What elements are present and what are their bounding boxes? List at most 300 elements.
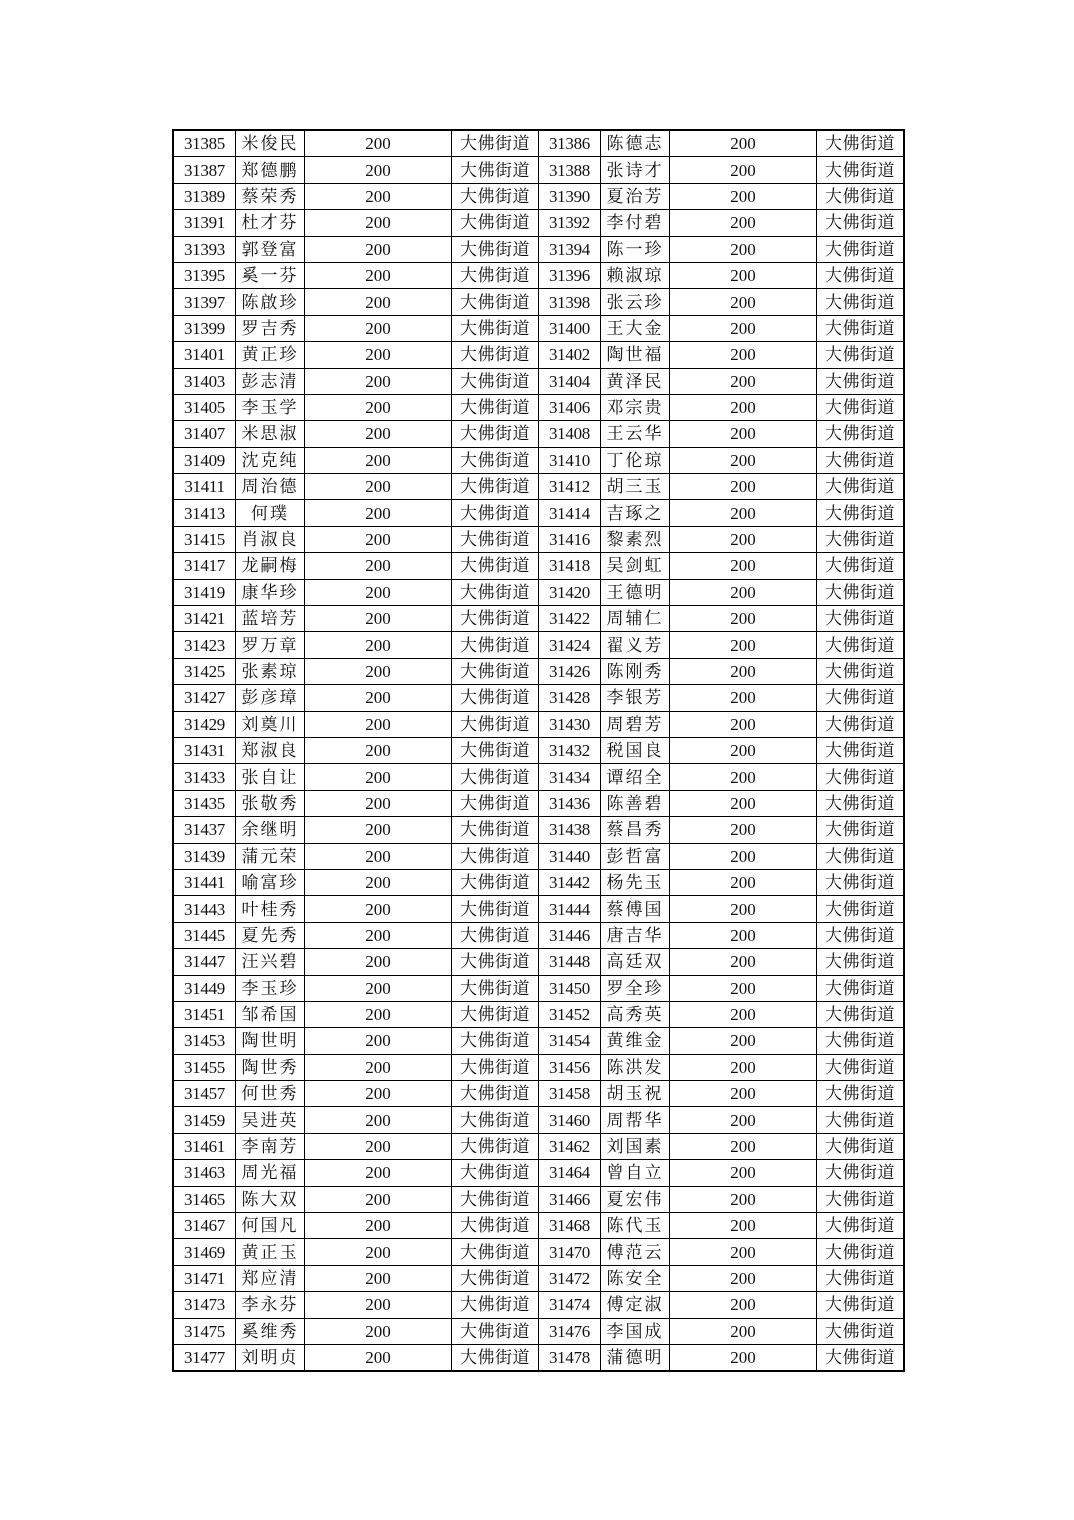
amount-cell: 200 (670, 1160, 817, 1186)
person-name-cell: 陈一珍 (601, 236, 670, 262)
person-name-cell: 李永芬 (236, 1292, 305, 1318)
table-row (173, 157, 904, 183)
record-number-cell: 31449 (173, 975, 236, 1001)
subdistrict-cell: 大佛街道 (817, 421, 905, 447)
person-name-cell: 汪兴碧 (236, 949, 305, 975)
record-number-cell: 31408 (539, 421, 601, 447)
record-number-cell: 31470 (539, 1239, 601, 1265)
amount-cell: 200 (670, 737, 817, 763)
amount-cell: 200 (670, 1001, 817, 1027)
amount-cell: 200 (305, 474, 452, 500)
record-number-cell: 31393 (173, 236, 236, 262)
person-name-cell: 李玉学 (236, 394, 305, 420)
subdistrict-cell: 大佛街道 (817, 368, 905, 394)
person-name-cell: 米思淑 (236, 421, 305, 447)
subdistrict-cell: 大佛街道 (452, 1239, 539, 1265)
table-row (173, 1318, 904, 1344)
person-name-cell: 税国良 (601, 737, 670, 763)
table-row (173, 632, 904, 658)
record-number-cell: 31392 (539, 210, 601, 236)
record-number-cell: 31447 (173, 949, 236, 975)
amount-cell: 200 (670, 606, 817, 632)
person-name-cell: 陶世明 (236, 1028, 305, 1054)
amount-cell: 200 (305, 447, 452, 473)
amount-cell: 200 (670, 817, 817, 843)
amount-cell: 200 (670, 1318, 817, 1344)
person-name-cell: 彭彦璋 (236, 685, 305, 711)
person-name-cell: 黄维金 (601, 1028, 670, 1054)
amount-cell: 200 (670, 210, 817, 236)
subdistrict-cell: 大佛街道 (452, 1054, 539, 1080)
amount-cell: 200 (670, 1133, 817, 1159)
record-number-cell: 31474 (539, 1292, 601, 1318)
subdistrict-cell: 大佛街道 (817, 236, 905, 262)
record-number-cell: 31403 (173, 368, 236, 394)
person-name-cell: 周治德 (236, 474, 305, 500)
record-number-cell: 31427 (173, 685, 236, 711)
amount-cell: 200 (305, 1213, 452, 1239)
record-number-cell: 31394 (539, 236, 601, 262)
record-number-cell: 31475 (173, 1318, 236, 1344)
person-name-cell: 奚一芬 (236, 262, 305, 288)
amount-cell: 200 (305, 606, 452, 632)
person-name-cell: 胡三玉 (601, 474, 670, 500)
table-row (173, 922, 904, 948)
record-number-cell: 31450 (539, 975, 601, 1001)
person-name-cell: 吴剑虹 (601, 553, 670, 579)
person-name-cell: 郭登富 (236, 236, 305, 262)
record-number-cell: 31414 (539, 500, 601, 526)
record-number-cell: 31415 (173, 526, 236, 552)
person-name-cell: 叶桂秀 (236, 896, 305, 922)
person-name-cell: 蒲德明 (601, 1344, 670, 1371)
amount-cell: 200 (305, 1133, 452, 1159)
record-number-cell: 31467 (173, 1213, 236, 1239)
record-number-cell: 31413 (173, 500, 236, 526)
table-row (173, 817, 904, 843)
person-name-cell: 周帮华 (601, 1107, 670, 1133)
person-name-cell: 陈啟珍 (236, 289, 305, 315)
amount-cell: 200 (670, 130, 817, 157)
amount-cell: 200 (305, 1001, 452, 1027)
amount-cell: 200 (305, 1081, 452, 1107)
amount-cell: 200 (305, 711, 452, 737)
record-number-cell: 31412 (539, 474, 601, 500)
subdistrict-cell: 大佛街道 (817, 790, 905, 816)
amount-cell: 200 (305, 817, 452, 843)
person-name-cell: 吴进英 (236, 1107, 305, 1133)
amount-cell: 200 (305, 975, 452, 1001)
person-name-cell: 周光福 (236, 1160, 305, 1186)
subdistrict-cell: 大佛街道 (817, 1054, 905, 1080)
subdistrict-cell: 大佛街道 (452, 1344, 539, 1371)
person-name-cell: 夏治芳 (601, 183, 670, 209)
record-number-cell: 31387 (173, 157, 236, 183)
amount-cell: 200 (670, 447, 817, 473)
person-name-cell: 肖淑良 (236, 526, 305, 552)
subdistrict-cell: 大佛街道 (817, 500, 905, 526)
table-row (173, 1239, 904, 1265)
table-row (173, 711, 904, 737)
person-name-cell: 陈刚秀 (601, 658, 670, 684)
subdistrict-cell: 大佛街道 (817, 1344, 905, 1371)
table-row (173, 1028, 904, 1054)
table-row (173, 1133, 904, 1159)
amount-cell: 200 (305, 500, 452, 526)
table-row (173, 421, 904, 447)
subdistrict-cell: 大佛街道 (817, 737, 905, 763)
subdistrict-cell: 大佛街道 (817, 975, 905, 1001)
record-number-cell: 31466 (539, 1186, 601, 1212)
person-name-cell: 康华珍 (236, 579, 305, 605)
record-number-cell: 31390 (539, 183, 601, 209)
subdistrict-cell: 大佛街道 (452, 1265, 539, 1291)
subdistrict-cell: 大佛街道 (452, 922, 539, 948)
subdistrict-cell: 大佛街道 (452, 421, 539, 447)
amount-cell: 200 (305, 843, 452, 869)
amount-cell: 200 (305, 685, 452, 711)
person-name-cell: 黄泽民 (601, 368, 670, 394)
person-name-cell: 李南芳 (236, 1133, 305, 1159)
record-number-cell: 31438 (539, 817, 601, 843)
amount-cell: 200 (305, 183, 452, 209)
amount-cell: 200 (670, 1107, 817, 1133)
person-name-cell: 谭绍全 (601, 764, 670, 790)
subdistrict-cell: 大佛街道 (817, 130, 905, 157)
subdistrict-cell: 大佛街道 (817, 289, 905, 315)
subdistrict-cell: 大佛街道 (817, 474, 905, 500)
person-name-cell: 张自让 (236, 764, 305, 790)
subdistrict-cell: 大佛街道 (452, 632, 539, 658)
table-row (173, 1081, 904, 1107)
amount-cell: 200 (670, 157, 817, 183)
person-name-cell: 米俊民 (236, 130, 305, 157)
record-number-cell: 31437 (173, 817, 236, 843)
subdistrict-cell: 大佛街道 (452, 1186, 539, 1212)
amount-cell: 200 (670, 183, 817, 209)
record-number-cell: 31465 (173, 1186, 236, 1212)
table-row (173, 1160, 904, 1186)
record-number-cell: 31440 (539, 843, 601, 869)
person-name-cell: 王大金 (601, 315, 670, 341)
record-number-cell: 31454 (539, 1028, 601, 1054)
subdistrict-cell: 大佛街道 (452, 579, 539, 605)
person-name-cell: 陈大双 (236, 1186, 305, 1212)
amount-cell: 200 (670, 553, 817, 579)
subdistrict-cell: 大佛街道 (452, 474, 539, 500)
amount-cell: 200 (305, 764, 452, 790)
subdistrict-cell: 大佛街道 (452, 500, 539, 526)
person-name-cell: 丁伦琼 (601, 447, 670, 473)
person-name-cell: 黄正玉 (236, 1239, 305, 1265)
subdistrict-cell: 大佛街道 (452, 869, 539, 895)
person-name-cell: 张素琼 (236, 658, 305, 684)
record-number-cell: 31386 (539, 130, 601, 157)
record-number-cell: 31468 (539, 1213, 601, 1239)
amount-cell: 200 (670, 790, 817, 816)
record-number-cell: 31400 (539, 315, 601, 341)
person-name-cell: 夏宏伟 (601, 1186, 670, 1212)
table-row (173, 500, 904, 526)
table-row (173, 262, 904, 288)
record-number-cell: 31409 (173, 447, 236, 473)
record-number-cell: 31446 (539, 922, 601, 948)
subdistrict-cell: 大佛街道 (452, 658, 539, 684)
amount-cell: 200 (305, 157, 452, 183)
subdistrict-cell: 大佛街道 (817, 685, 905, 711)
subdistrict-cell: 大佛街道 (817, 210, 905, 236)
record-number-cell: 31398 (539, 289, 601, 315)
person-name-cell: 刘国素 (601, 1133, 670, 1159)
amount-cell: 200 (305, 658, 452, 684)
amount-cell: 200 (305, 421, 452, 447)
amount-cell: 200 (670, 474, 817, 500)
record-number-cell: 31388 (539, 157, 601, 183)
subdistrict-cell: 大佛街道 (452, 949, 539, 975)
table-row (173, 843, 904, 869)
person-name-cell: 邹希国 (236, 1001, 305, 1027)
amount-cell: 200 (670, 289, 817, 315)
amount-cell: 200 (670, 896, 817, 922)
amount-cell: 200 (670, 949, 817, 975)
subdistrict-cell: 大佛街道 (817, 1318, 905, 1344)
subdistrict-cell: 大佛街道 (817, 1001, 905, 1027)
record-number-cell: 31426 (539, 658, 601, 684)
person-name-cell: 翟义芳 (601, 632, 670, 658)
table-row (173, 737, 904, 763)
subdistrict-cell: 大佛街道 (452, 1160, 539, 1186)
subdistrict-cell: 大佛街道 (452, 764, 539, 790)
subdistrict-cell: 大佛街道 (817, 447, 905, 473)
record-number-cell: 31410 (539, 447, 601, 473)
record-number-cell: 31472 (539, 1265, 601, 1291)
person-name-cell: 张敬秀 (236, 790, 305, 816)
person-name-cell: 唐吉华 (601, 922, 670, 948)
amount-cell: 200 (670, 368, 817, 394)
table-row (173, 1107, 904, 1133)
subdistrict-cell: 大佛街道 (817, 1081, 905, 1107)
record-number-cell: 31462 (539, 1133, 601, 1159)
amount-cell: 200 (670, 1344, 817, 1371)
person-name-cell: 陈善碧 (601, 790, 670, 816)
person-name-cell: 郑淑良 (236, 737, 305, 763)
subdistrict-cell: 大佛街道 (817, 1265, 905, 1291)
amount-cell: 200 (670, 1054, 817, 1080)
record-number-cell: 31421 (173, 606, 236, 632)
person-name-cell: 杜才芬 (236, 210, 305, 236)
subdistrict-cell: 大佛街道 (452, 711, 539, 737)
person-name-cell: 龙嗣梅 (236, 553, 305, 579)
person-name-cell: 蔡昌秀 (601, 817, 670, 843)
person-name-cell: 喻富珍 (236, 869, 305, 895)
person-name-cell: 黎素烈 (601, 526, 670, 552)
amount-cell: 200 (670, 262, 817, 288)
subdistrict-cell: 大佛街道 (817, 183, 905, 209)
record-number-cell: 31456 (539, 1054, 601, 1080)
subdistrict-cell: 大佛街道 (452, 685, 539, 711)
amount-cell: 200 (305, 896, 452, 922)
amount-cell: 200 (670, 658, 817, 684)
amount-cell: 200 (305, 236, 452, 262)
subdistrict-cell: 大佛街道 (452, 342, 539, 368)
record-number-cell: 31463 (173, 1160, 236, 1186)
person-name-cell: 吉琢之 (601, 500, 670, 526)
record-number-cell: 31391 (173, 210, 236, 236)
table-row (173, 236, 904, 262)
table-row (173, 342, 904, 368)
amount-cell: 200 (305, 342, 452, 368)
amount-cell: 200 (670, 685, 817, 711)
person-name-cell: 郑德鹏 (236, 157, 305, 183)
amount-cell: 200 (670, 500, 817, 526)
subdistrict-cell: 大佛街道 (452, 1133, 539, 1159)
subdistrict-cell: 大佛街道 (817, 843, 905, 869)
person-name-cell: 高廷双 (601, 949, 670, 975)
amount-cell: 200 (670, 869, 817, 895)
amount-cell: 200 (305, 632, 452, 658)
person-name-cell: 傅范云 (601, 1239, 670, 1265)
person-name-cell: 何国凡 (236, 1213, 305, 1239)
person-name-cell: 胡玉祝 (601, 1081, 670, 1107)
table-row (173, 896, 904, 922)
subdistrict-cell: 大佛街道 (452, 1001, 539, 1027)
amount-cell: 200 (670, 1081, 817, 1107)
subdistrict-cell: 大佛街道 (817, 764, 905, 790)
amount-cell: 200 (670, 975, 817, 1001)
amount-cell: 200 (670, 1265, 817, 1291)
table-row (173, 1186, 904, 1212)
subdistrict-cell: 大佛街道 (817, 922, 905, 948)
subdistrict-cell: 大佛街道 (817, 896, 905, 922)
subdistrict-cell: 大佛街道 (452, 1318, 539, 1344)
subdistrict-cell: 大佛街道 (452, 447, 539, 473)
person-name-cell: 刘奠川 (236, 711, 305, 737)
subdistrict-cell: 大佛街道 (452, 1107, 539, 1133)
table-row (173, 394, 904, 420)
table-row (173, 658, 904, 684)
record-number-cell: 31461 (173, 1133, 236, 1159)
amount-cell: 200 (305, 790, 452, 816)
subdistrict-cell: 大佛街道 (452, 394, 539, 420)
subdistrict-cell: 大佛街道 (452, 130, 539, 157)
subdistrict-cell: 大佛街道 (452, 236, 539, 262)
table-row (173, 1213, 904, 1239)
amount-cell: 200 (305, 210, 452, 236)
person-name-cell: 周辅仁 (601, 606, 670, 632)
record-number-cell: 31478 (539, 1344, 601, 1371)
subdistrict-cell: 大佛街道 (452, 737, 539, 763)
amount-cell: 200 (305, 922, 452, 948)
record-number-cell: 31459 (173, 1107, 236, 1133)
table-row (173, 315, 904, 341)
record-number-cell: 31477 (173, 1344, 236, 1371)
table-row (173, 1054, 904, 1080)
person-name-cell: 曾自立 (601, 1160, 670, 1186)
amount-cell: 200 (670, 764, 817, 790)
subdistrict-cell: 大佛街道 (452, 289, 539, 315)
amount-cell: 200 (670, 579, 817, 605)
table-row (173, 289, 904, 315)
record-number-cell: 31396 (539, 262, 601, 288)
person-name-cell: 余继明 (236, 817, 305, 843)
record-number-cell: 31429 (173, 711, 236, 737)
subdistrict-cell: 大佛街道 (452, 1213, 539, 1239)
subdistrict-cell: 大佛街道 (452, 526, 539, 552)
subdistrict-cell: 大佛街道 (817, 817, 905, 843)
subdistrict-cell: 大佛街道 (817, 342, 905, 368)
subdistrict-cell: 大佛街道 (452, 817, 539, 843)
subdistrict-cell: 大佛街道 (817, 315, 905, 341)
record-number-cell: 31439 (173, 843, 236, 869)
record-number-cell: 31401 (173, 342, 236, 368)
person-name-cell: 刘明贞 (236, 1344, 305, 1371)
table-row (173, 869, 904, 895)
roster-body (173, 130, 904, 1371)
person-name-cell: 陈德志 (601, 130, 670, 157)
record-number-cell: 31419 (173, 579, 236, 605)
amount-cell: 200 (670, 1028, 817, 1054)
amount-cell: 200 (305, 1292, 452, 1318)
amount-cell: 200 (305, 1186, 452, 1212)
table-row (173, 210, 904, 236)
record-number-cell: 31445 (173, 922, 236, 948)
person-name-cell: 蓝培芳 (236, 606, 305, 632)
person-name-cell: 李国成 (601, 1318, 670, 1344)
subdistrict-cell: 大佛街道 (817, 526, 905, 552)
subdistrict-cell: 大佛街道 (817, 579, 905, 605)
amount-cell: 200 (305, 737, 452, 763)
record-number-cell: 31406 (539, 394, 601, 420)
table-row (173, 790, 904, 816)
person-name-cell: 周碧芳 (601, 711, 670, 737)
table-row (173, 949, 904, 975)
subdistrict-cell: 大佛街道 (817, 869, 905, 895)
record-number-cell: 31444 (539, 896, 601, 922)
subdistrict-cell: 大佛街道 (817, 949, 905, 975)
amount-cell: 200 (670, 1239, 817, 1265)
table-row (173, 579, 904, 605)
table-row (173, 1344, 904, 1371)
subdistrict-cell: 大佛街道 (452, 553, 539, 579)
amount-cell: 200 (305, 1239, 452, 1265)
subdistrict-cell: 大佛街道 (452, 183, 539, 209)
amount-cell: 200 (305, 1318, 452, 1344)
person-name-cell: 蔡傅国 (601, 896, 670, 922)
record-number-cell: 31385 (173, 130, 236, 157)
record-number-cell: 31433 (173, 764, 236, 790)
subdistrict-cell: 大佛街道 (817, 606, 905, 632)
table-row (173, 526, 904, 552)
table-row (173, 130, 904, 157)
person-name-cell: 张诗才 (601, 157, 670, 183)
amount-cell: 200 (305, 1265, 452, 1291)
person-name-cell: 夏先秀 (236, 922, 305, 948)
record-number-cell: 31395 (173, 262, 236, 288)
subdistrict-cell: 大佛街道 (817, 1213, 905, 1239)
roster-table (172, 129, 905, 1372)
subdistrict-cell: 大佛街道 (817, 632, 905, 658)
record-number-cell: 31430 (539, 711, 601, 737)
record-number-cell: 31420 (539, 579, 601, 605)
record-number-cell: 31434 (539, 764, 601, 790)
record-number-cell: 31451 (173, 1001, 236, 1027)
record-number-cell: 31457 (173, 1081, 236, 1107)
record-number-cell: 31402 (539, 342, 601, 368)
amount-cell: 200 (305, 553, 452, 579)
amount-cell: 200 (305, 262, 452, 288)
amount-cell: 200 (305, 949, 452, 975)
record-number-cell: 31473 (173, 1292, 236, 1318)
